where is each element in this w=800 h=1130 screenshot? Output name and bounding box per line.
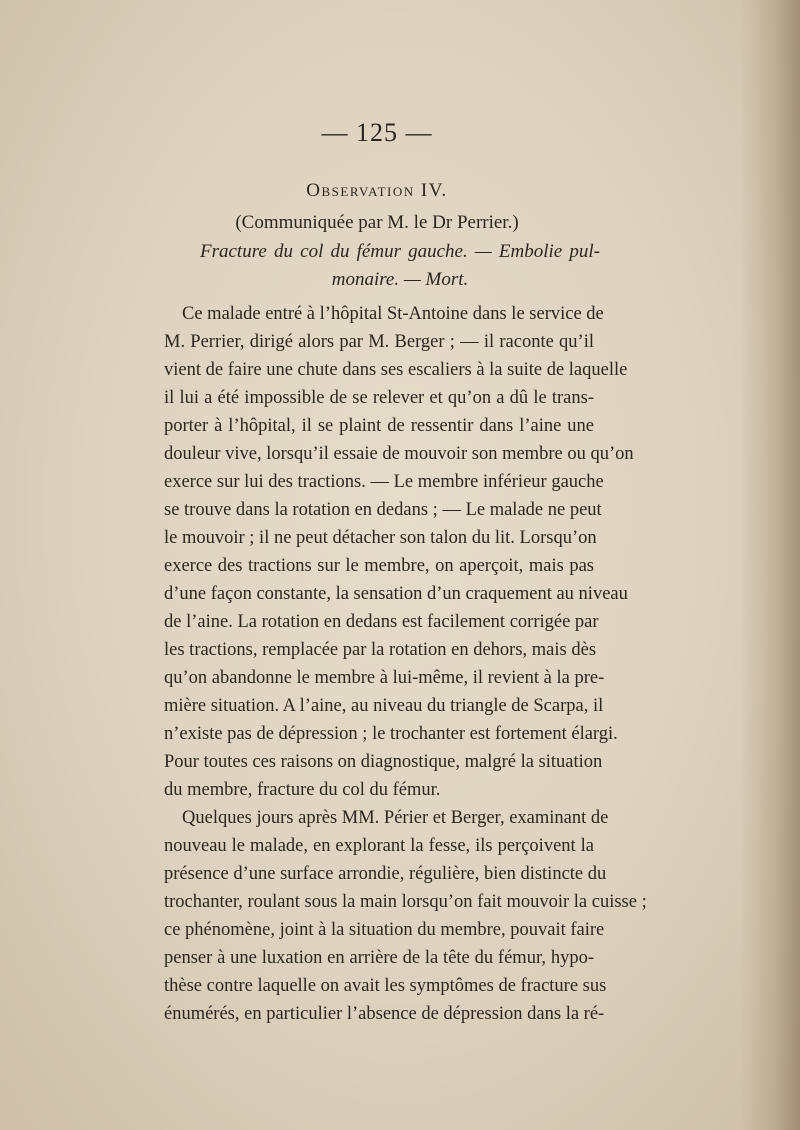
text-line: de l’aine. La rotation en dedans est facilement corrigée par xyxy=(164,612,599,632)
paragraph xyxy=(164,804,647,1028)
paragraph xyxy=(164,300,634,804)
text-line: trochanter, roulant sous la main lorsqu’on fait mouvoir la cuisse ; xyxy=(164,892,647,912)
case-title-line: monaire. — Mort. xyxy=(331,269,469,290)
communicated-by: (Communiquée par M. le Dr Perrier.) xyxy=(235,212,519,233)
text-line: exerce sur lui des tractions. — Le membre inférieur gauche xyxy=(164,472,604,492)
text-line: Ce malade entré à l’hôpital St-Antoine dans le service de xyxy=(182,304,604,324)
text-line: mière situation. A l’aine, au niveau du triangle de Scarpa, il xyxy=(164,696,604,716)
text-line: Pour toutes ces raisons on diagnostique, malgré la situation xyxy=(164,752,603,772)
text-line: thèse contre laquelle on avait les symptômes de fracture sus xyxy=(164,976,607,996)
text-line: douleur vive, lorsqu’il essaie de mouvoir son membre ou qu’on xyxy=(164,444,634,464)
text-line: les tractions, remplacée par la rotation en dehors, mais dès xyxy=(164,640,597,660)
text-line: porter à l’hôpital, il se plaint de ressentir dans l’aine une xyxy=(164,416,594,436)
case-title xyxy=(200,238,600,294)
text-line: présence d’une surface arrondie, régulière, bien distincte du xyxy=(164,864,607,884)
text-line: il lui a été impossible de se relever et qu’on a dû le trans- xyxy=(164,388,594,408)
text-line: d’une façon constante, la sensation d’un craquement au niveau xyxy=(164,584,628,604)
case-title-line: Fracture du col du fémur gauche. — Embolie pul- xyxy=(200,241,600,262)
text-line: ce phénomène, joint à la situation du membre, pouvait faire xyxy=(164,920,605,940)
text-line: exerce des tractions sur le membre, on aperçoit, mais pas xyxy=(164,556,594,576)
text-line: n’existe pas de dépression ; le trochanter est fortement élargi. xyxy=(164,724,618,744)
page-edge-shadow xyxy=(740,0,800,1130)
text-line: penser à une luxation en arrière de la tête du fémur, hypo- xyxy=(164,948,594,968)
text-line: qu’on abandonne le membre à lui-même, il revient à la pre- xyxy=(164,668,605,688)
text-line: le mouvoir ; il ne peut détacher son talon du lit. Lorsqu’on xyxy=(164,528,597,548)
text-line: se trouve dans la rotation en dedans ; — Le malade ne peut xyxy=(164,500,602,520)
text-line: vient de faire une chute dans ses escaliers à la suite de laquelle xyxy=(164,360,628,380)
page-number: — 125 — xyxy=(321,118,433,147)
text-line: nouveau le malade, en explorant la fesse, ils perçoivent la xyxy=(164,836,594,856)
text-line: M. Perrier, dirigé alors par M. Berger ; — il raconte qu’il xyxy=(164,332,594,352)
text-line: énumérés, en particulier l’absence de dépression dans la ré- xyxy=(164,1004,605,1024)
observation-heading: Observation IV. xyxy=(306,180,448,201)
body-text xyxy=(164,300,647,1028)
text-line: du membre, fracture du col du fémur. xyxy=(164,780,441,800)
text-line: Quelques jours après MM. Périer et Berger, examinant de xyxy=(182,808,609,828)
